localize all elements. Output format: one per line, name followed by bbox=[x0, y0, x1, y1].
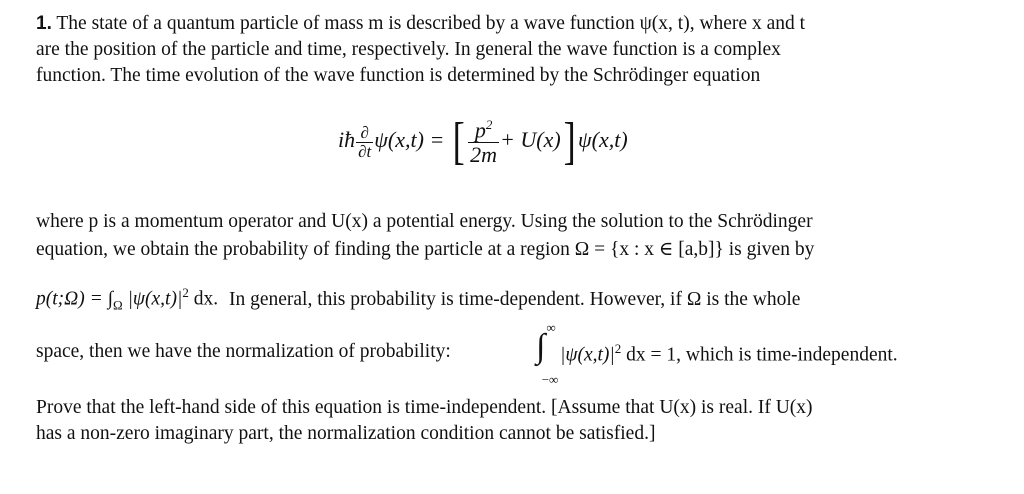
eq-ihbar: iħ bbox=[338, 127, 356, 153]
eq-rhs-func: ψ(x,t) bbox=[578, 127, 628, 153]
problem-text-line-7a: space, then we have the normalization of probability: bbox=[36, 341, 451, 362]
problem-text-line-7c: dx = 1, which is time-independent. bbox=[626, 344, 898, 366]
problem-line-5 bbox=[36, 240, 814, 260]
eq-partial-den: ∂t bbox=[358, 141, 372, 161]
eq-kinetic-num bbox=[468, 118, 499, 142]
eq-bracket-right: ] bbox=[563, 113, 576, 170]
wavefunc-abs: |ψ(x,t)| bbox=[127, 288, 183, 310]
schrodinger-equation bbox=[338, 113, 628, 170]
integral-sign: ∫ bbox=[536, 328, 546, 365]
prob-func: p(t;Ω) = ∫ bbox=[36, 288, 114, 310]
eq-partial-fraction bbox=[356, 124, 373, 161]
problem-line-6 bbox=[36, 286, 800, 311]
dx-1: dx. bbox=[193, 288, 219, 310]
problem-text-line-6: In general, this probability is time-dependent. However, if Ω is the whole bbox=[228, 288, 801, 310]
eq-p: p bbox=[474, 117, 486, 143]
eq-p-exp: 2 bbox=[485, 117, 493, 133]
problem-line-1 bbox=[36, 14, 805, 34]
problem-line-7 bbox=[36, 342, 451, 362]
problem-line-2: are the position of the particle and time, respectively. In general the wave function is a complex bbox=[36, 39, 781, 60]
eq-kinetic-fraction bbox=[468, 118, 499, 166]
problem-line-8: Prove that the left-hand side of this equation is time-independent. [Assume that U(x) is real. If U(x) bbox=[36, 397, 813, 418]
problem-text-line-5b: is given by bbox=[728, 239, 815, 260]
eq-lhs-func: ψ(x,t) = bbox=[374, 127, 445, 153]
problem-line-4: where p is a momentum operator and U(x) a potential energy. Using the solution to the Schrödinger bbox=[36, 211, 813, 232]
wavefunc-abs-2: |ψ(x,t)| bbox=[560, 344, 615, 366]
omega-subscript: Ω bbox=[113, 297, 123, 313]
square-exp-2: 2 bbox=[614, 341, 622, 356]
problem-line-3: function. The time evolution of the wave function is determined by the Schrödinger equation bbox=[36, 65, 761, 86]
eq-kinetic-den: 2m bbox=[470, 141, 498, 167]
integral-lower-limit: −∞ bbox=[541, 372, 559, 387]
eq-potential: + U(x) bbox=[500, 127, 561, 153]
problem-text-line-1: The state of a quantum particle of mass m is described by a wave function ψ(x, t), where x and t bbox=[56, 13, 806, 34]
eq-partial-num: ∂ bbox=[356, 124, 373, 143]
problem-text-line-5a: equation, we obtain the probability of finding the particle at a region Ω = {x : x ∈ [a,b]} bbox=[36, 239, 724, 260]
eq-bracket-left: [ bbox=[452, 113, 465, 170]
problem-line-9: has a non-zero imaginary part, the normalization condition cannot be satisfied.] bbox=[36, 423, 656, 444]
square-exp-1: 2 bbox=[182, 285, 189, 300]
integral-upper-limit: ∞ bbox=[546, 320, 556, 335]
problem-number: 1. bbox=[36, 13, 52, 34]
problem-line-7-rest bbox=[560, 342, 898, 365]
